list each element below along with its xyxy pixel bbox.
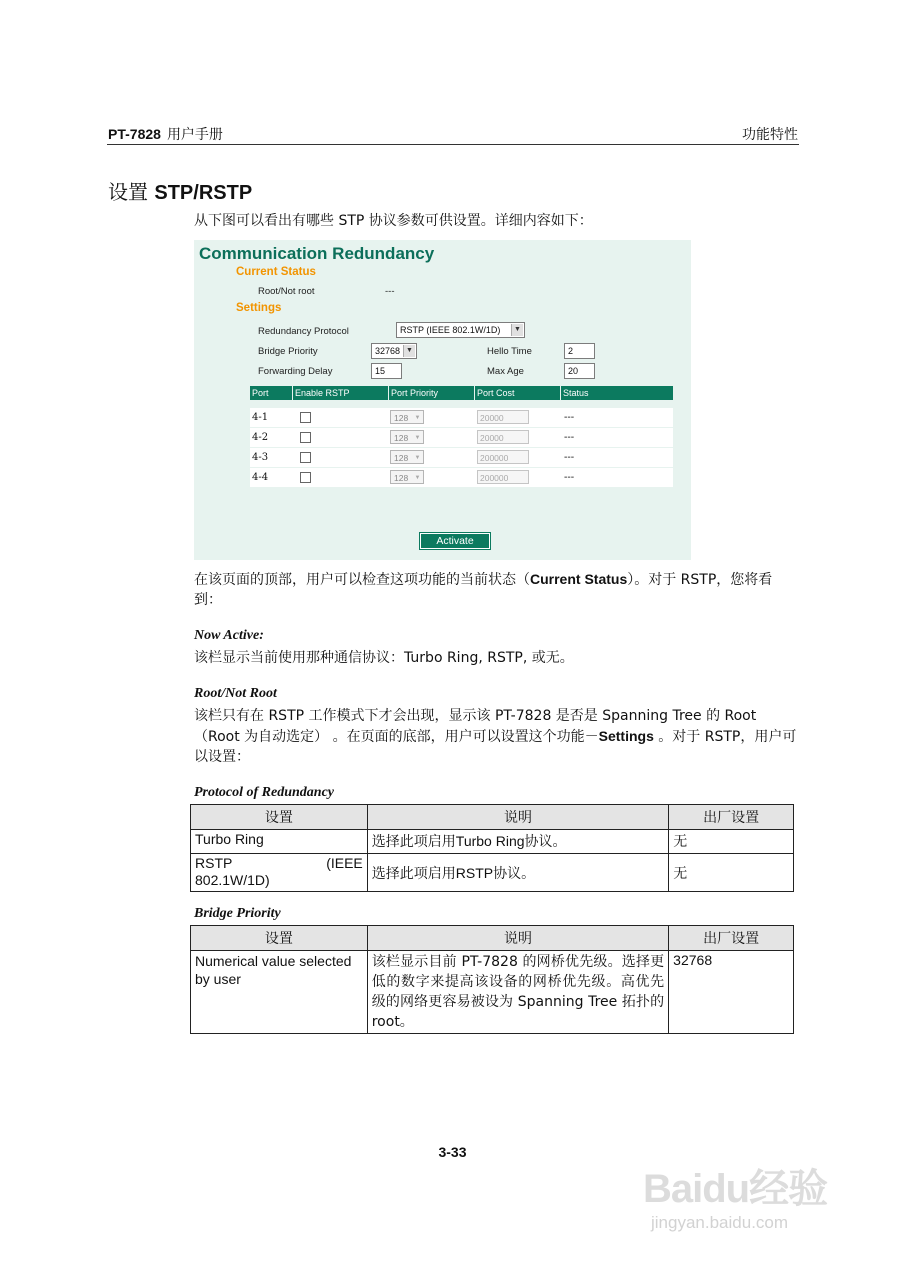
communication-redundancy-panel: [194, 240, 691, 560]
enable-rstp-checkbox[interactable]: [300, 432, 311, 443]
root-not-root-heading: Root/Not Root: [194, 686, 277, 701]
hello-time-input[interactable]: 2: [564, 343, 595, 359]
table-header-row: [191, 926, 794, 951]
max-age-label: Max Age: [487, 366, 524, 377]
table-row: [250, 408, 673, 427]
port-cost-input[interactable]: 200000: [477, 450, 529, 464]
port-status: ---: [564, 472, 575, 483]
default-cell: 无: [669, 830, 794, 854]
bridge-priority-select[interactable]: 32768 ▼: [371, 343, 417, 359]
table-row: [250, 428, 673, 447]
table-row: [250, 448, 673, 467]
header-model: PT-7828: [108, 126, 161, 142]
table-row: [191, 951, 794, 1034]
col-enable-rstp: Enable RSTP: [292, 386, 387, 400]
header-description: 说明: [367, 805, 668, 830]
watermark-brand: Baidu经验: [643, 1167, 828, 1211]
col-port-cost: Port Cost: [474, 386, 559, 400]
port-table-header: [250, 386, 673, 400]
port-priority-select[interactable]: 128 ▼: [390, 470, 424, 484]
baidu-watermark: [643, 1157, 873, 1247]
root-value: ---: [385, 286, 395, 297]
port-status: ---: [564, 412, 575, 423]
port-priority-select[interactable]: 128 ▼: [390, 430, 424, 444]
port-status: ---: [564, 452, 575, 463]
port-name: 4-1: [252, 412, 269, 423]
root-label: Root/Not root: [258, 286, 315, 297]
chevron-down-icon: ▼: [414, 415, 421, 421]
setting-cell: Turbo Ring: [191, 830, 368, 854]
root-not-root-text: 该栏只有在 RSTP 工作模式下才会出现，显示该 PT-7828 是否是 Spanning Tree 的 Root（Root 为自动选定） 。在页面的底部，用户可以设置这个功能－Settings 。对于 RSTP，用户可以设置：: [194, 708, 797, 765]
header-rule: [107, 144, 799, 145]
intro-paragraph: 从下图可以看出有哪些 STP 协议参数可供设置。详细内容如下：: [194, 213, 593, 229]
now-active-text: 该栏显示当前使用那种通信协议：Turbo Ring, RSTP, 或无。: [194, 650, 574, 666]
bridge-priority-label: Bridge Priority: [258, 346, 318, 357]
port-cost-input[interactable]: 20000: [477, 430, 529, 444]
header-setting: 设置: [191, 926, 368, 951]
max-age-input[interactable]: 20: [564, 363, 595, 379]
header-default: 出厂设置: [669, 926, 794, 951]
description-cell: 选择此项启用RSTP协议。: [367, 854, 668, 892]
setting-cell: Numerical value selected by user: [191, 951, 368, 1034]
port-cost-input[interactable]: 20000: [477, 410, 529, 424]
table-row: [191, 830, 794, 854]
activate-button[interactable]: Activate: [420, 533, 490, 549]
col-port-priority: Port Priority: [388, 386, 474, 400]
current-status-heading: Current Status: [236, 266, 316, 278]
redundancy-protocol-select[interactable]: RSTP (IEEE 802.1W/1D) ▼: [396, 322, 525, 338]
default-cell: 32768: [669, 951, 794, 1034]
col-status: Status: [560, 386, 673, 400]
header-setting: 设置: [191, 805, 368, 830]
enable-rstp-checkbox[interactable]: [300, 452, 311, 463]
default-cell: 无: [669, 854, 794, 892]
page-number: 3-33: [438, 1144, 467, 1160]
protocol-table: [190, 804, 794, 892]
protocol-table-heading: Protocol of Redundancy: [194, 785, 334, 800]
section-title: 设置 STP/RSTP: [108, 180, 253, 204]
description-cell: 选择此项启用Turbo Ring协议。: [367, 830, 668, 854]
port-name: 4-4: [252, 472, 269, 483]
enable-rstp-checkbox[interactable]: [300, 472, 311, 483]
bridge-table-heading: Bridge Priority: [194, 906, 281, 921]
chevron-down-icon: ▼: [414, 455, 421, 461]
redundancy-protocol-label: Redundancy Protocol: [258, 326, 349, 337]
port-name: 4-3: [252, 452, 269, 463]
setting-cell: RSTP (IEEE 802.1W/1D): [191, 854, 368, 892]
port-priority-select[interactable]: 128 ▼: [390, 450, 424, 464]
hello-time-label: Hello Time: [487, 346, 532, 357]
forwarding-delay-input[interactable]: 15: [371, 363, 402, 379]
chevron-down-icon: ▼: [511, 324, 523, 336]
chevron-down-icon: ▼: [414, 435, 421, 441]
table-row: [191, 854, 794, 892]
panel-title: Communication Redundancy: [199, 244, 435, 263]
header-description: 说明: [367, 926, 668, 951]
col-port: Port: [249, 386, 293, 400]
watermark-url: jingyan.baidu.com: [651, 1213, 789, 1232]
port-status: ---: [564, 432, 575, 443]
current-status-paragraph: 在该页面的顶部，用户可以检查这项功能的当前状态（Current Status）。对于 RSTP，您将看到：: [194, 571, 773, 608]
description-cell: 该栏显示目前 PT-7828 的网桥优先级。选择更低的数字来提高该设备的网桥优先级。高优先级的网络更容易被设为 Spanning Tree 拓扑的 root。: [367, 951, 668, 1034]
table-header-row: [191, 805, 794, 830]
port-name: 4-2: [252, 432, 269, 443]
header-default: 出厂设置: [669, 805, 794, 830]
enable-rstp-checkbox[interactable]: [300, 412, 311, 423]
header-chapter: 功能特性: [742, 127, 798, 143]
chevron-down-icon: ▼: [414, 475, 421, 481]
port-priority-select[interactable]: 128 ▼: [390, 410, 424, 424]
chevron-down-icon: ▼: [403, 345, 415, 357]
port-cost-input[interactable]: 200000: [477, 470, 529, 484]
header-title: [108, 124, 223, 144]
header-manual: 用户手册: [166, 127, 223, 143]
bridge-priority-table: [190, 925, 794, 1034]
settings-heading: Settings: [236, 302, 282, 314]
forwarding-delay-label: Forwarding Delay: [258, 366, 333, 377]
table-row: [250, 468, 673, 487]
now-active-heading: Now Active:: [194, 628, 264, 643]
